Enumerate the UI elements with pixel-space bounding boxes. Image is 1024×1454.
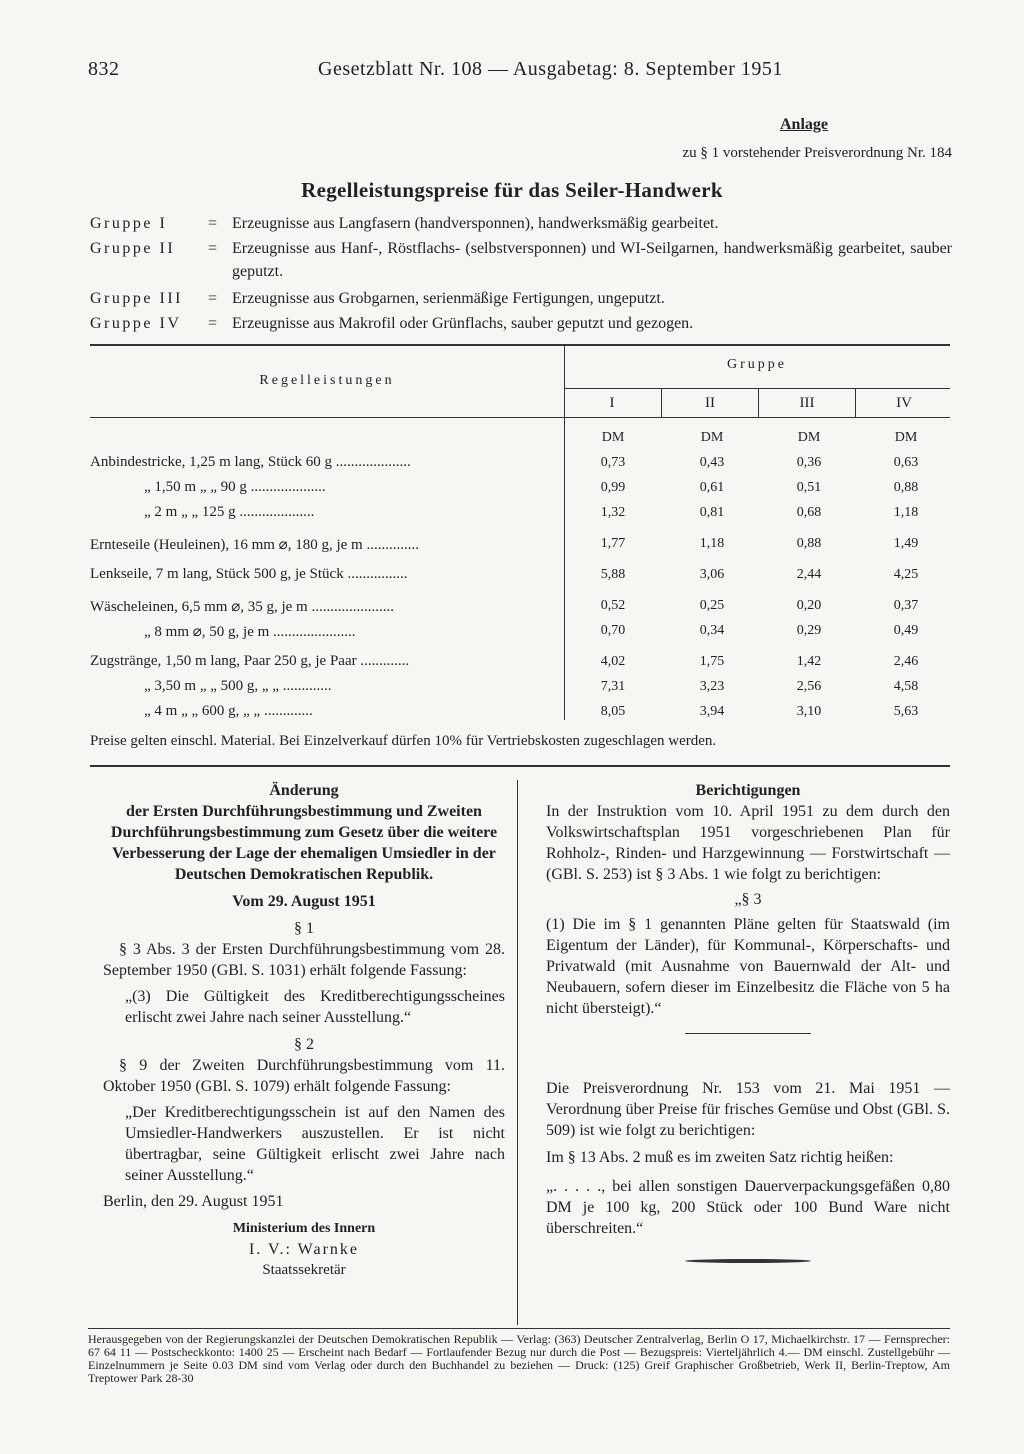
group-definitions <box>90 212 952 335</box>
signature: I. V.: Warnke <box>248 1241 360 1258</box>
group-col-header: II <box>705 395 715 411</box>
price-cell: 0,43 <box>699 455 725 470</box>
group-definition <box>90 237 952 283</box>
unit-label: DM <box>601 430 625 445</box>
quotation: „(3) Die Gültigkeit des Kreditberechtigungsscheines erlischt zwei Jahre nach seiner Ausstellung.“ <box>125 988 505 1026</box>
amendment-column <box>103 780 505 1281</box>
unit-label: DM <box>700 430 724 445</box>
price-cell: 1,18 <box>893 505 919 520</box>
price-cell: 2,56 <box>796 679 822 694</box>
end-ornament <box>685 1259 811 1263</box>
row-label: Lenkseile, 7 m lang, Stück 500 g, je Stück ................ <box>90 566 408 582</box>
row-label: „ 8 mm ⌀, 50 g, je m ...................... <box>144 624 356 640</box>
table-column-divider <box>855 389 856 417</box>
price-cell: 3,10 <box>796 704 822 719</box>
separator-line <box>685 1033 811 1034</box>
imprint-rule <box>88 1328 950 1329</box>
ministry-name: Ministerium des Innern <box>232 1221 376 1236</box>
row-label: Anbindestricke, 1,25 m lang, Stück 60 g .................... <box>90 454 411 470</box>
price-cell: 0,29 <box>796 623 822 638</box>
group-description: Erzeugnisse aus Hanf-, Röstflachs- (selbstversponnen) und WI-Seilgarnen, handwerksmäßig gearbeitet, sauber geputzt. <box>232 240 952 280</box>
price-cell: 0,20 <box>796 598 822 613</box>
price-cell: 1,32 <box>600 505 626 520</box>
price-cell: 0,52 <box>600 598 626 613</box>
price-cell: 5,63 <box>893 704 919 719</box>
group-col-header: III <box>799 395 815 411</box>
group-header-rule <box>564 388 950 389</box>
price-cell: 4,58 <box>893 679 919 694</box>
gazette-header-title: Gesetzblatt Nr. 108 — Ausgabetag: 8. September 1951 <box>318 58 783 80</box>
unit-label: DM <box>797 430 821 445</box>
group-key: Gruppe II <box>90 240 176 257</box>
row-label: „ 4 m „ „ 600 g, „ „ ............. <box>144 703 313 719</box>
row-label: „ 1,50 m „ „ 90 g .................... <box>144 479 326 495</box>
unit-label: DM <box>894 430 918 445</box>
group-description: Erzeugnisse aus Grobgarnen, serienmäßige Fertigungen, ungeputzt. <box>232 290 665 307</box>
table-column-divider <box>758 389 759 417</box>
quotation: „Der Kreditberechtigungsschein ist auf den Namen des Umsiedler-Handwerkers auszustellen. Er ist nicht übertragbar, seine Gültigkeit erlischt zwei Jahre nach seiner Ausstellung.“ <box>125 1104 505 1184</box>
table-column-divider <box>564 345 565 720</box>
column-divider <box>517 780 518 1325</box>
place-date: Berlin, den 29. August 1951 <box>103 1193 284 1210</box>
equals-sign: = <box>208 240 218 257</box>
equals-sign: = <box>208 315 218 332</box>
price-cell: 2,44 <box>796 567 822 582</box>
table-top-rule <box>90 344 950 346</box>
equals-sign: = <box>208 290 218 307</box>
price-cell: 0,49 <box>893 623 919 638</box>
price-cell: 0,37 <box>893 598 919 613</box>
price-cell: 0,36 <box>796 455 822 470</box>
row-label: Zugstränge, 1,50 m lang, Paar 250 g, je Paar ............. <box>90 653 410 669</box>
row-label: Ernteseile (Heuleinen), 16 mm ⌀, 180 g, je m .............. <box>90 537 419 553</box>
table-group-header: Gruppe <box>727 357 787 372</box>
paragraph: § 3 Abs. 3 der Ersten Durchführungsbestimmung vom 28. September 1950 (GBl. S. 1031) erhält folgende Fassung: <box>103 941 505 979</box>
price-cell: 1,77 <box>600 536 626 551</box>
section-rule <box>90 765 950 767</box>
price-cell: 0,63 <box>893 455 919 470</box>
group-definition <box>90 312 952 335</box>
price-cell: 0,88 <box>796 536 822 551</box>
group-definition <box>90 212 952 235</box>
price-cell: 3,06 <box>699 567 725 582</box>
row-label: „ 3,50 m „ „ 500 g, „ „ ............. <box>144 678 332 694</box>
section-number: § 1 <box>294 920 314 937</box>
row-label: „ 2 m „ „ 125 g .................... <box>144 504 315 520</box>
anlage-subtitle: zu § 1 vorstehender Preisverordnung Nr. 184 <box>682 145 952 161</box>
paragraph: Die Preisverordnung Nr. 153 vom 21. Mai 1951 — Verordnung über Preise für frisches Gemüse und Obst (GBl. S. 509) ist wie folgt zu berichtigen: <box>546 1080 950 1139</box>
signer-title: Staatssekretär <box>262 1262 346 1278</box>
price-cell: 1,18 <box>699 536 725 551</box>
section-number: § 2 <box>294 1036 314 1053</box>
table-column-divider <box>661 389 662 417</box>
equals-sign: = <box>208 215 218 232</box>
corrections-heading: Berichtigungen <box>695 782 801 799</box>
price-cell: 0,73 <box>600 455 626 470</box>
price-cell: 8,05 <box>600 704 626 719</box>
anlage-title: Anlage <box>780 116 828 133</box>
amendment-subheading: der Ersten Durchführungsbestimmung und Zweiten Durchführungsbestimmung zum Gesetz über die weitere Verbesserung der Lage der ehemaligen Umsiedler in der Deutschen Demokratischen Republik. <box>110 803 498 883</box>
price-cell: 1,49 <box>893 536 919 551</box>
price-cell: 0,68 <box>796 505 822 520</box>
row-label: Wäscheleinen, 6,5 mm ⌀, 35 g, je m ...................... <box>90 599 394 615</box>
group-definition <box>90 287 952 310</box>
group-key: Gruppe III <box>90 290 183 307</box>
price-cell: 4,25 <box>893 567 919 582</box>
quotation: „. . . . ., bei allen sonstigen Dauerverpackungsgefäßen 0,80 DM je 100 kg, 200 Stück oder 100 Bund Ware nicht überschreiten.“ <box>546 1178 950 1237</box>
group-col-header: I <box>609 395 615 411</box>
price-cell: 0,61 <box>699 480 725 495</box>
price-cell: 1,75 <box>699 654 725 669</box>
price-cell: 0,25 <box>699 598 725 613</box>
table-footnote: Preise gelten einschl. Material. Bei Einzelverkauf dürfen 10% für Vertriebskosten zugeschlagen werden. <box>90 733 717 749</box>
price-cell: 5,88 <box>600 567 626 582</box>
imprint: Herausgegeben von der Regierungskanzlei der Deutschen Demokratischen Republik — Verlag: (363) Deutscher Zentralverlag, Berlin O 17, Michaelkirchstr. 17 — Fernsprecher: 67 64 11 — Postscheckkonto: 1400 25 — Erscheint nach Bedarf — Fortlaufender Bezug nur durch die Post — Bezugspreis: Vierteljährlich 4.— DM einschl. Zustellgebühr — Einzelnummern je Seite 0.03 DM sind vom Verlag oder durch den Buchhandel zu beziehen — Druck: (125) Greif Graphischer Großbetrieb, Werk II, Berlin-Treptow, Am Treptower Park 28-30 <box>88 1332 950 1385</box>
paragraph: § 9 der Zweiten Durchführungsbestimmung vom 11. Oktober 1950 (GBl. S. 1079) erhält folgende Fassung: <box>103 1057 505 1095</box>
paragraph: In der Instruktion vom 10. April 1951 zu dem durch den Volkswirtschaftsplan 1951 vorgeschriebenen Plan für Rohholz-, Rinden- und Harzgewinnung — Forstwirtschaft — (GBl. S. 253) ist § 3 Abs. 1 wie folgt zu berichtigen: <box>546 803 950 883</box>
group-description: Erzeugnisse aus Langfasern (handversponnen), handwerksmäßig gearbeitet. <box>232 215 719 232</box>
price-cell: 7,31 <box>600 679 626 694</box>
page-number: 832 <box>88 58 120 80</box>
group-key: Gruppe I <box>90 215 168 232</box>
amendment-date: Vom 29. August 1951 <box>232 893 376 910</box>
price-cell: 3,23 <box>699 679 725 694</box>
table-column-header: Regelleistungen <box>259 373 395 388</box>
price-cell: 1,42 <box>796 654 822 669</box>
price-list-title: Regelleistungspreise für das Seiler-Handwerk <box>301 178 723 202</box>
price-cell: 4,02 <box>600 654 626 669</box>
paragraph: Im § 13 Abs. 2 muß es im zweiten Satz richtig heißen: <box>546 1149 894 1166</box>
price-cell: 0,70 <box>600 623 626 638</box>
group-col-header: IV <box>896 395 912 411</box>
group-key: Gruppe IV <box>90 315 182 332</box>
price-cell: 2,46 <box>893 654 919 669</box>
corrections-column <box>546 780 950 1263</box>
price-cell: 0,88 <box>893 480 919 495</box>
price-cell: 3,94 <box>699 704 725 719</box>
price-cell: 0,81 <box>699 505 725 520</box>
group-description: Erzeugnisse aus Makrofil oder Grünflachs, sauber geputzt und gezogen. <box>232 315 694 332</box>
price-cell: 0,99 <box>600 480 626 495</box>
amendment-heading: Änderung <box>269 782 339 799</box>
price-cell: 0,34 <box>699 623 725 638</box>
table-header-rule <box>90 417 950 418</box>
section-number: „§ 3 <box>734 891 762 908</box>
quotation: (1) Die im § 1 genannten Pläne gelten für Staatswald (im Eigentum der Länder), für Kommunal-, Körperschafts- und Privatwald (mit Ausnahme von Bauernwald der Alt- und Neubauern, sofern dieser im Einzelbesitz die Fläche von 5 ha nicht übersteigt).“ <box>546 916 950 1017</box>
price-cell: 0,51 <box>796 480 822 495</box>
